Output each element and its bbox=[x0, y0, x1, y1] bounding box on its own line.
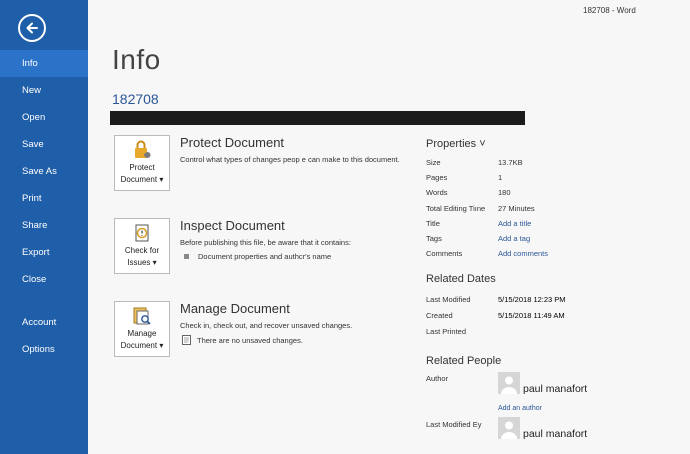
manage-bullet-text: There are no unsaved changes. bbox=[197, 335, 303, 345]
protect-tile-label-2: Document ▾ bbox=[120, 175, 164, 184]
manage-bullet bbox=[180, 335, 303, 345]
nav-save-as[interactable]: Save As bbox=[22, 166, 57, 177]
back-arrow-icon bbox=[24, 20, 40, 36]
nav-print[interactable]: Print bbox=[22, 193, 42, 204]
last-printed-row bbox=[426, 323, 602, 339]
related-people-heading: Related People bbox=[426, 355, 502, 367]
manage-desc: Check in, check out, and recover unsaved changes. bbox=[180, 321, 353, 330]
prop-value: 13.7KB bbox=[498, 158, 523, 168]
nav-new[interactable]: New bbox=[22, 85, 42, 96]
prop-value: 1 bbox=[498, 173, 503, 183]
nav-info[interactable]: Info bbox=[0, 50, 88, 77]
inspect-desc: Before publishing this file, be aware that it contains: bbox=[180, 238, 351, 247]
related-dates-panel bbox=[426, 273, 602, 339]
protect-title: Protect Document bbox=[180, 135, 285, 150]
prop-title bbox=[426, 216, 602, 231]
protect-tile-label-1: Protect bbox=[129, 163, 155, 172]
person-icon bbox=[498, 372, 520, 394]
backstage-sidebar bbox=[0, 0, 88, 454]
date-key: Last Modified bbox=[426, 294, 471, 304]
backstage-nav bbox=[0, 50, 88, 363]
date-value: 5/15/2018 11:49 AM bbox=[498, 310, 565, 320]
nav-options[interactable]: Options bbox=[22, 344, 55, 355]
last-modified-by-label: Last Modified Ey bbox=[426, 420, 482, 429]
redacted-path-bar bbox=[110, 111, 525, 125]
prop-value: 180 bbox=[498, 188, 511, 198]
last-modified-avatar bbox=[498, 417, 520, 439]
manage-tile-label-2: Document ▾ bbox=[120, 341, 164, 350]
nav-account[interactable]: Account bbox=[22, 317, 57, 328]
last-modified-row bbox=[426, 291, 602, 307]
prop-key: Words bbox=[426, 188, 448, 198]
prop-editing-time bbox=[426, 201, 602, 216]
nav-save[interactable]: Save bbox=[22, 139, 44, 150]
date-key: Last Printed bbox=[426, 326, 467, 336]
properties-dropdown[interactable]: Properties ˅ bbox=[426, 138, 486, 150]
prop-tags bbox=[426, 231, 602, 246]
author-name[interactable]: paul manafort bbox=[523, 383, 588, 395]
prop-value: 27 Minutes bbox=[498, 203, 535, 213]
check-for-issues-button[interactable] bbox=[114, 218, 170, 274]
nav-share[interactable]: Share bbox=[22, 220, 48, 231]
prop-comments bbox=[426, 246, 602, 261]
related-people-panel bbox=[426, 355, 602, 440]
inspect-bullet-text: Document properties and authcr's name bbox=[198, 252, 332, 261]
prop-pages bbox=[426, 170, 602, 185]
manage-document-button[interactable] bbox=[114, 301, 170, 357]
bullet-square-icon bbox=[184, 254, 189, 259]
inspect-tile-label-1: Check for bbox=[124, 246, 160, 255]
properties-panel bbox=[426, 138, 602, 261]
last-modified-name[interactable]: paul manafort bbox=[523, 428, 588, 440]
add-comments-field[interactable]: Add comments bbox=[498, 249, 549, 259]
person-icon bbox=[498, 417, 520, 439]
back-button[interactable] bbox=[18, 14, 46, 42]
prop-key: Total Editing Tiıne bbox=[426, 203, 486, 213]
lock-key-icon bbox=[131, 139, 153, 161]
prop-key: Pages bbox=[426, 173, 448, 183]
manage-tile-label-1: Manage bbox=[127, 329, 157, 338]
protect-desc: Control what types of changes peop e can make to this document. bbox=[180, 155, 400, 164]
inspect-title: Inspect Document bbox=[180, 218, 285, 233]
manage-title: Manage Document bbox=[180, 301, 290, 316]
nav-open[interactable]: Open bbox=[22, 112, 46, 123]
prop-words bbox=[426, 185, 602, 200]
add-tag-field[interactable]: Add a tag bbox=[498, 234, 531, 244]
nav-spacer bbox=[0, 293, 88, 309]
inspect-bullet bbox=[180, 252, 331, 261]
page-title: Info bbox=[112, 44, 161, 75]
author-label: Author bbox=[426, 374, 449, 383]
window-title: 182708 - Word bbox=[583, 6, 636, 15]
prop-key: Title bbox=[426, 218, 440, 228]
related-dates-heading: Related Dates bbox=[426, 273, 496, 285]
nav-close[interactable]: Close bbox=[22, 274, 47, 285]
inspect-tile-label-2: Issues ▾ bbox=[127, 258, 157, 267]
prop-key: Tags bbox=[426, 234, 442, 244]
manage-document-icon bbox=[131, 305, 153, 327]
inspect-document-icon bbox=[131, 222, 153, 244]
prop-key: Comments bbox=[426, 249, 463, 259]
prop-size bbox=[426, 155, 602, 170]
nav-export[interactable]: Export bbox=[22, 247, 50, 258]
date-value: 5/15/2018 12:23 PM bbox=[498, 294, 566, 304]
prop-key: Size bbox=[426, 158, 441, 168]
document-small-icon bbox=[182, 335, 191, 345]
add-title-field[interactable]: Add a title bbox=[498, 218, 532, 228]
protect-document-button[interactable] bbox=[114, 135, 170, 191]
date-key: Created bbox=[426, 310, 453, 320]
created-row bbox=[426, 307, 602, 323]
author-avatar bbox=[498, 372, 520, 394]
add-author-link[interactable]: Add an author bbox=[498, 405, 542, 412]
document-name: 182708 bbox=[112, 91, 159, 107]
